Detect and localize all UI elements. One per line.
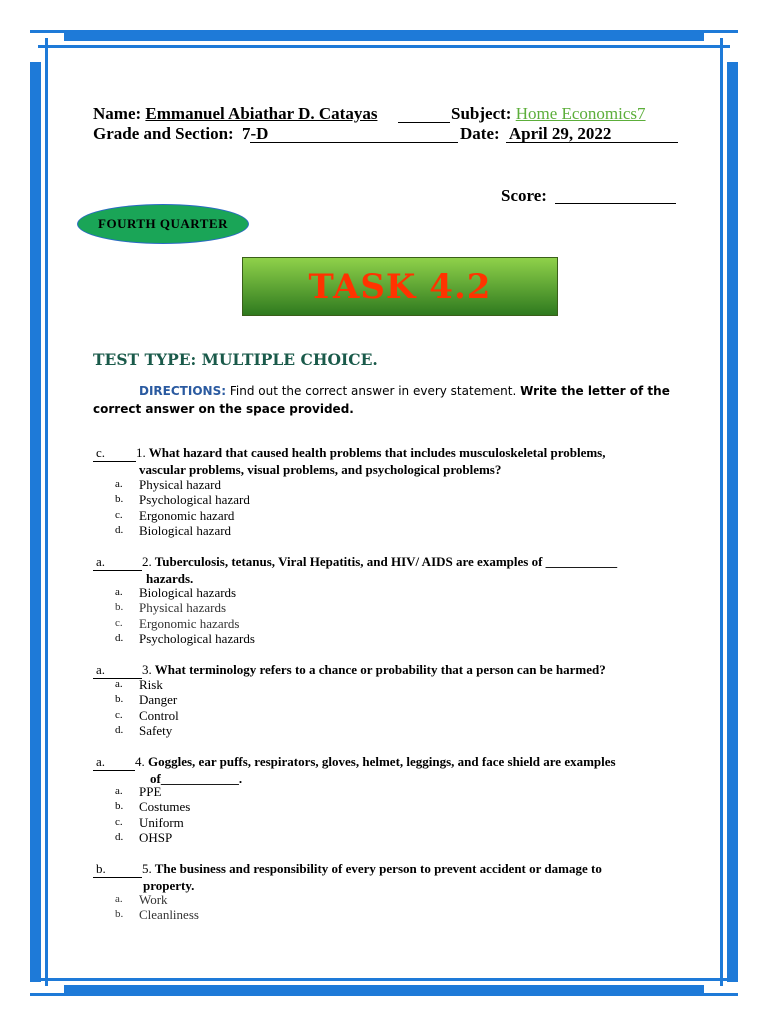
name-row bbox=[93, 104, 377, 124]
directions-label: DIRECTIONS: bbox=[139, 384, 227, 398]
answer-blank-1: c. bbox=[93, 445, 136, 462]
score-blank bbox=[555, 203, 676, 204]
subject-row bbox=[451, 104, 646, 124]
question-2 bbox=[93, 554, 617, 587]
option: b. Cleanliness bbox=[115, 907, 199, 923]
question-text: The business and responsibility of every person to prevent accident or damage to bbox=[154, 861, 602, 876]
score-label: Score: bbox=[501, 186, 547, 205]
question-text: What terminology refers to a chance or probability that a person can be harmed? bbox=[154, 662, 606, 677]
name-value: Emmanuel Abiathar D. Catayas bbox=[145, 104, 378, 123]
date-value: April 29, 2022 bbox=[508, 124, 612, 143]
option: b. Physical hazards bbox=[115, 600, 227, 616]
option: d. OHSP bbox=[115, 829, 173, 845]
option: a. Risk bbox=[115, 677, 163, 692]
subject-value: Home Economics7 bbox=[515, 104, 646, 123]
question-text: Goggles, ear puffs, respirators, gloves, helmet, leggings, and face shield are examples bbox=[148, 754, 616, 769]
options-1 bbox=[115, 477, 250, 538]
options-2 bbox=[115, 585, 255, 646]
directions bbox=[93, 382, 673, 418]
directions-text: Find out the correct answer in every statement. bbox=[229, 384, 517, 398]
answer-blank-2: a. bbox=[93, 554, 142, 571]
task-title: TASK 4.2 bbox=[242, 257, 558, 316]
date-label: Date: bbox=[460, 124, 500, 143]
question-4 bbox=[93, 754, 616, 787]
options-3 bbox=[115, 677, 179, 738]
question-text-cont: hazards. bbox=[146, 571, 194, 586]
option: a. PPE bbox=[115, 784, 162, 799]
quarter-badge: FOURTH QUARTER bbox=[77, 204, 249, 244]
options-4 bbox=[115, 784, 190, 845]
question-1 bbox=[93, 445, 606, 478]
date-row bbox=[460, 124, 611, 144]
option: b. Costumes bbox=[115, 799, 191, 815]
question-text-cont: of____________. bbox=[150, 771, 243, 786]
test-type-heading: TEST TYPE: MULTIPLE CHOICE. bbox=[93, 350, 378, 369]
option: c. Control bbox=[115, 707, 179, 723]
question-number: 2. bbox=[142, 554, 152, 569]
question-5 bbox=[93, 861, 602, 894]
option: b. Psychological hazard bbox=[115, 492, 250, 508]
option: c. Ergonomic hazard bbox=[115, 507, 235, 523]
option: a. Work bbox=[115, 892, 168, 907]
option: c. Uniform bbox=[115, 814, 184, 830]
grade-row bbox=[93, 124, 268, 144]
question-number: 3. bbox=[142, 662, 152, 677]
grade-label: Grade and Section: bbox=[93, 124, 234, 143]
question-number: 1. bbox=[136, 445, 146, 460]
options-5 bbox=[115, 892, 199, 923]
option: d. Psychological hazards bbox=[115, 630, 255, 646]
answer-blank-5: b. bbox=[93, 861, 142, 878]
question-text-cont: property. bbox=[143, 878, 195, 893]
question-number: 4. bbox=[135, 754, 145, 769]
subject-label: Subject: bbox=[451, 104, 512, 123]
answer-blank-3: a. bbox=[93, 662, 142, 679]
question-text: Tuberculosis, tetanus, Viral Hepatitis, and HIV/ AIDS are examples of ___________ bbox=[154, 554, 618, 569]
option: d. Safety bbox=[115, 722, 173, 738]
option: a. Biological hazards bbox=[115, 585, 237, 600]
grade-value: 7-D bbox=[241, 124, 269, 143]
option: a. Physical hazard bbox=[115, 477, 221, 492]
option: d. Biological hazard bbox=[115, 522, 232, 538]
question-text: What hazard that caused health problems that includes musculoskeletal problems, bbox=[148, 445, 606, 460]
question-text-cont: vascular problems, visual problems, and psychological problems? bbox=[139, 462, 502, 477]
score-row bbox=[501, 186, 547, 206]
directions-bold-text: Write the letter of the correct answer on the space provided. bbox=[93, 384, 670, 416]
name-label: Name: bbox=[93, 104, 142, 123]
option: c. Ergonomic hazards bbox=[115, 615, 240, 631]
question-number: 5. bbox=[142, 861, 152, 876]
answer-blank-4: a. bbox=[93, 754, 135, 771]
option: b. Danger bbox=[115, 692, 178, 708]
